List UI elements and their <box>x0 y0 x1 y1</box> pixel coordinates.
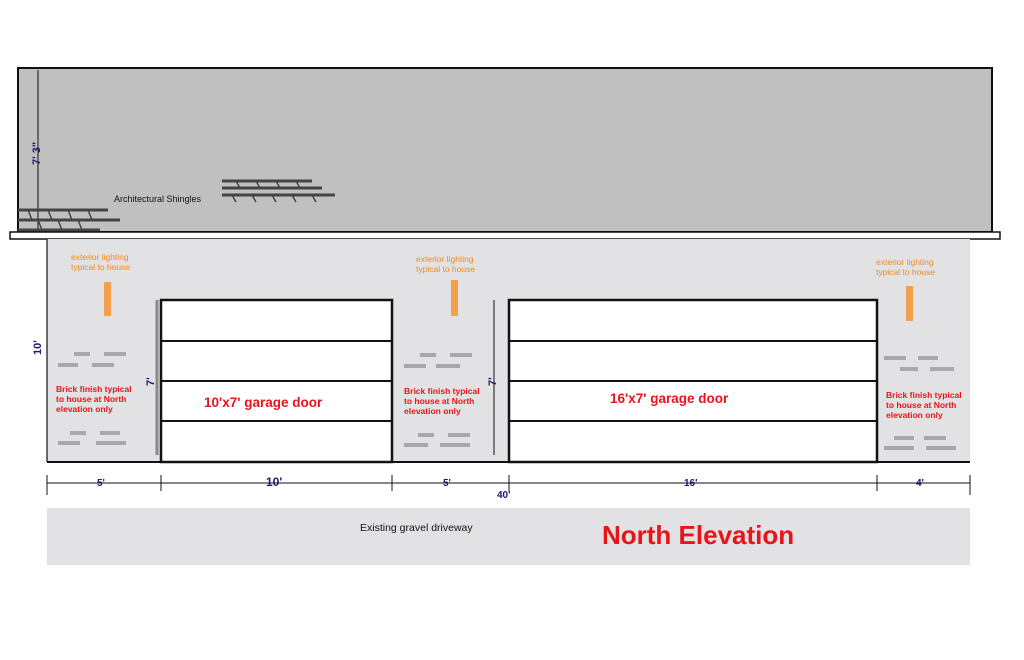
light-fixture-left <box>104 282 111 316</box>
brick-note-left-line3: elevation only <box>56 404 113 414</box>
driveway-label: Existing gravel driveway <box>360 522 473 534</box>
lighting-note-left-line2: typical to house <box>71 262 131 272</box>
lighting-note-right-line2: typical to house <box>876 267 936 277</box>
dim-total: 40' <box>497 490 511 501</box>
garage-door-small <box>145 300 392 462</box>
brick-note-center-line2: to house at North <box>404 396 475 406</box>
roof-height-label: 7' 3" <box>31 141 43 165</box>
dim-segment-2: 10' <box>266 475 283 489</box>
dim-segment-1: 5' <box>97 478 105 489</box>
driveway <box>47 508 970 565</box>
roof <box>10 68 1000 239</box>
dim-segment-4: 16' <box>684 478 698 489</box>
brick-note-right-line2: to house at North <box>886 400 957 410</box>
wall-height-label: 10' <box>32 340 44 355</box>
roof-panel <box>18 68 992 232</box>
lighting-note-left-line1: exterior lighting <box>71 252 129 262</box>
brick-note-center-line1: Brick finish typical <box>404 386 480 396</box>
brick-note-left-line1: Brick finish typical <box>56 384 132 394</box>
lighting-note-center-line2: typical to house <box>416 264 476 274</box>
brick-note-center-line3: elevation only <box>404 406 461 416</box>
dim-segment-3: 5' <box>443 478 451 489</box>
garage-door-large <box>487 300 877 462</box>
light-fixture-center <box>451 280 458 316</box>
drawing-title: North Elevation <box>602 520 795 550</box>
door-large-label: 16'x7' garage door <box>610 391 729 406</box>
roof-fascia <box>10 232 1000 239</box>
dim-segment-5: 4' <box>916 478 924 489</box>
door-small-label: 10'x7' garage door <box>204 395 323 410</box>
driveway-panel <box>47 508 970 565</box>
brick-note-left-line2: to house at North <box>56 394 127 404</box>
lighting-note-center-line1: exterior lighting <box>416 254 474 264</box>
shingle-label: Architectural Shingles <box>114 194 202 204</box>
dimension-line <box>47 475 970 501</box>
door-large-height-label: 7' <box>487 377 499 386</box>
brick-note-right-line3: elevation only <box>886 410 943 420</box>
door-small-height-label: 7' <box>145 377 157 386</box>
lighting-note-right-line1: exterior lighting <box>876 257 934 267</box>
light-fixture-right <box>906 286 913 321</box>
brick-note-right-line1: Brick finish typical <box>886 390 962 400</box>
